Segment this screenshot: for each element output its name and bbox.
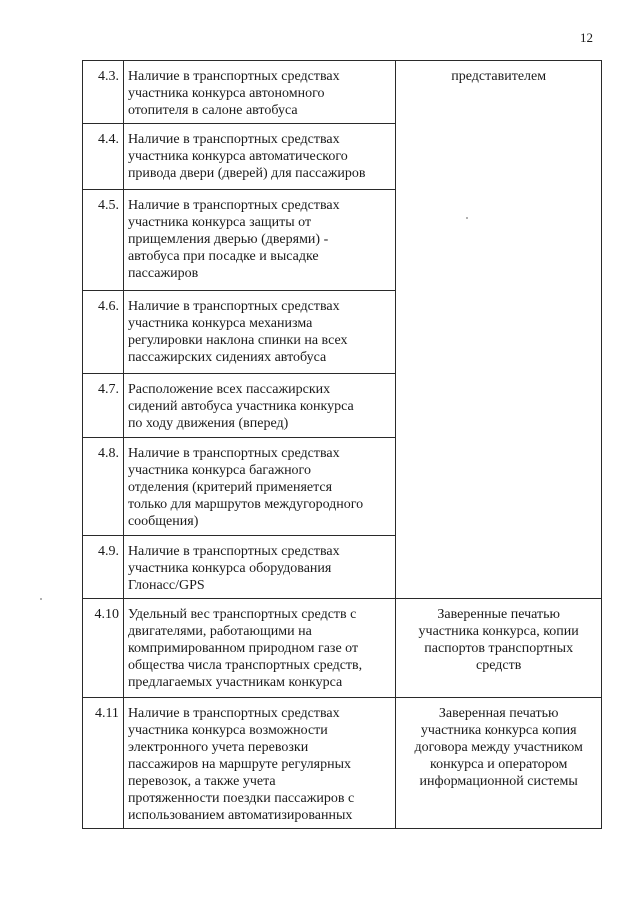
criterion-text: Наличие в транспортных средствах участника конкурса автономного отопителя в салоне автобуса bbox=[127, 69, 340, 118]
document-text: Заверенные печатью участника конкурса, копии паспортов транспортных средств bbox=[418, 607, 579, 673]
criterion-cell bbox=[123, 536, 395, 599]
criterion-text: Расположение всех пассажирских сидений автобуса участника конкурса по ходу движения (вперед) bbox=[127, 382, 354, 431]
row-number: 4.7. bbox=[83, 374, 124, 438]
criterion-cell bbox=[123, 599, 395, 698]
row-number: 4.9. bbox=[83, 536, 124, 599]
row-number: 4.11 bbox=[83, 698, 124, 829]
row-number: 4.5. bbox=[83, 190, 124, 291]
criterion-text: Наличие в транспортных средствах участника конкурса защиты от прищемления дверью (дверями) - автобуса при посадке и высадке пассажиров bbox=[127, 198, 340, 281]
table-row bbox=[83, 698, 602, 829]
document-text: Заверенная печатью участника конкурса копия договора между участником конкурса и оператором информационной системы bbox=[414, 706, 583, 789]
row-number: 4.8. bbox=[83, 438, 124, 536]
criterion-text: Наличие в транспортных средствах участника конкурса багажного отделения (критерий применяется только для маршрутов междугородного сообщения) bbox=[127, 446, 364, 529]
document-cell bbox=[396, 698, 602, 829]
row-number: 4.10 bbox=[83, 599, 124, 698]
criterion-cell bbox=[123, 374, 395, 438]
page-number: 12 bbox=[580, 30, 593, 45]
criteria-table bbox=[82, 60, 602, 829]
document-text: представителем bbox=[451, 69, 547, 84]
scan-speck bbox=[466, 217, 468, 219]
document-cell bbox=[396, 61, 602, 599]
row-number: 4.4. bbox=[83, 124, 124, 190]
criterion-text: Наличие в транспортных средствах участника конкурса механизма регулировки наклона спинки на всех пассажирских сидениях автобуса bbox=[127, 299, 348, 365]
row-number: 4.3. bbox=[83, 61, 124, 124]
row-number: 4.6. bbox=[83, 291, 124, 374]
table-row bbox=[83, 61, 602, 124]
criterion-cell bbox=[123, 291, 395, 374]
criterion-text: Наличие в транспортных средствах участника конкурса возможности электронного учета перевозки пассажиров на маршруте регулярных перевозок, а также учета протяженности поездки пассажиров с использованием автоматизированных bbox=[127, 706, 355, 823]
criterion-cell bbox=[123, 61, 395, 124]
document-cell bbox=[396, 599, 602, 698]
criterion-cell bbox=[123, 438, 395, 536]
criterion-cell bbox=[123, 190, 395, 291]
criterion-text: Наличие в транспортных средствах участника конкурса оборудования Глонасс/GPS bbox=[127, 544, 340, 593]
criterion-cell bbox=[123, 698, 395, 829]
criterion-cell bbox=[123, 124, 395, 190]
criterion-text: Наличие в транспортных средствах участника конкурса автоматического привода двери (дверей) для пассажиров bbox=[127, 132, 366, 181]
table-row bbox=[83, 599, 602, 698]
scan-speck bbox=[40, 598, 42, 600]
criterion-text: Удельный вес транспортных средств с двигателями, работающими на компримированном природном газе от общества числа транспортных средств, предлагаемых участникам конкурса bbox=[127, 607, 363, 690]
